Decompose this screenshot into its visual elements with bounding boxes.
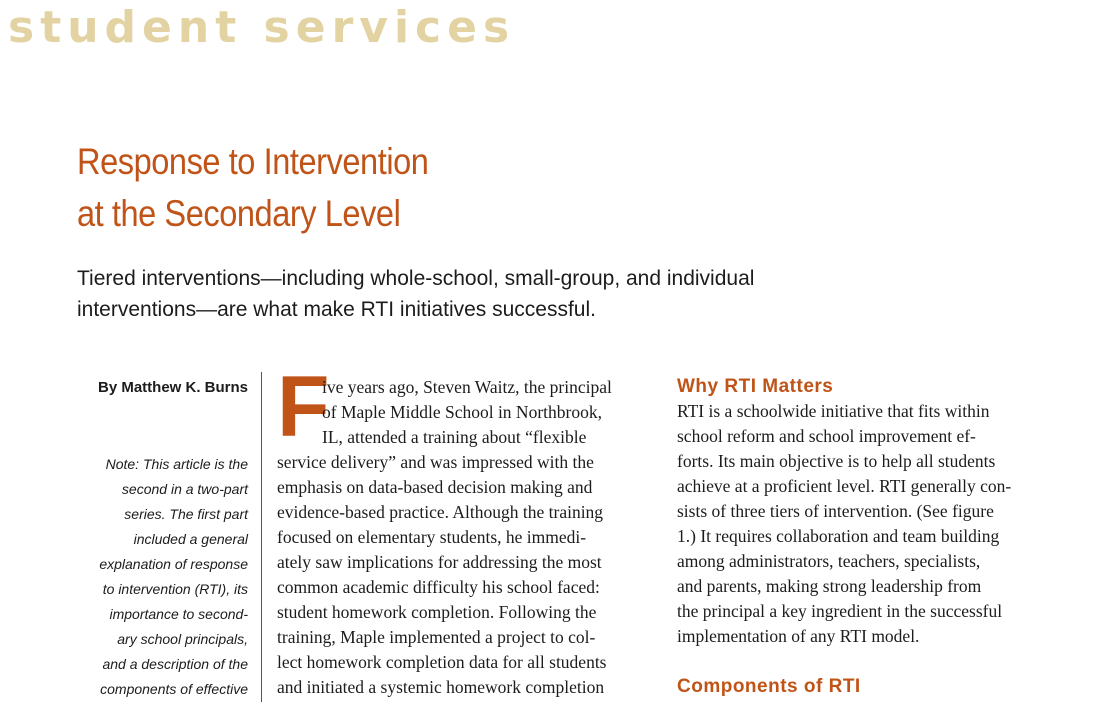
body-line: among administrators, teachers, specialists, (677, 551, 981, 571)
body-line: school reform and school improvement ef- (677, 426, 976, 446)
body-line: forts. Its main objective is to help all students (677, 451, 996, 471)
body-line: of Maple Middle School in Northbrook, (322, 402, 602, 422)
body-line: 1.) It requires collaboration and team building (677, 526, 1000, 546)
section-heading-why-rti-matters: Why RTI Matters (677, 376, 834, 397)
article-title (77, 136, 693, 240)
article-subtitle-line-2: interventions—are what make RTI initiatives successful. (77, 298, 596, 321)
body-line: student homework completion. Following the (277, 602, 597, 622)
note-line: included a general (133, 531, 248, 547)
note-line: ary school principals, (117, 631, 248, 647)
note-line: series. The first part (124, 506, 248, 522)
article-subtitle (77, 263, 837, 325)
note-line: Note: This article is the (105, 456, 248, 472)
note-line: second in a two-part (121, 481, 248, 497)
note-line: components of effective (100, 681, 248, 697)
body-line: ately saw implications for addressing the most (277, 552, 602, 572)
body-line: RTI is a schoolwide initiative that fits within (677, 401, 990, 421)
note-line: importance to second- (109, 606, 248, 622)
note-line: to intervention (RTI), its (102, 581, 248, 597)
body-line: the principal a key ingredient in the successful (677, 601, 1003, 621)
article-title-line-1: Response to Intervention (77, 141, 429, 182)
note-line: and a description of the (102, 656, 248, 672)
series-note (40, 452, 248, 702)
body-line: service delivery” and was impressed with the (277, 452, 594, 472)
body-line: emphasis on data-based decision making and (277, 477, 593, 497)
column-divider (261, 372, 262, 702)
drop-cap: F (277, 359, 330, 455)
body-column-middle (277, 375, 657, 700)
body-line: achieve at a proficient level. RTI generally con- (677, 476, 1012, 496)
body-column-right (677, 374, 1107, 699)
article-title-line-2: at the Secondary Level (77, 193, 401, 234)
section-heading-components-of-rti: Components of RTI (677, 676, 861, 697)
body-line: lect homework completion data for all students (277, 652, 607, 672)
body-line: ive years ago, Steven Waitz, the principal (322, 377, 612, 397)
body-line: and parents, making strong leadership from (677, 576, 982, 596)
section-spacer (677, 649, 1107, 674)
body-line: training, Maple implemented a project to col- (277, 627, 596, 647)
body-line: implementation of any RTI model. (677, 626, 920, 646)
body-line: IL, attended a training about “flexible (322, 427, 587, 447)
author-byline: By Matthew K. Burns (97, 379, 248, 396)
body-line: common academic difficulty his school faced: (277, 577, 600, 597)
section-header: student services (8, 2, 516, 53)
article-subtitle-line-1: Tiered interventions—including whole-school, small-group, and individual (77, 267, 755, 290)
body-line: sists of three tiers of intervention. (See figure (677, 501, 994, 521)
body-line: and initiated a systemic homework completion (277, 677, 605, 697)
body-line: evidence-based practice. Although the training (277, 502, 604, 522)
body-line: focused on elementary students, he immedi- (277, 527, 587, 547)
note-line: explanation of response (99, 556, 248, 572)
